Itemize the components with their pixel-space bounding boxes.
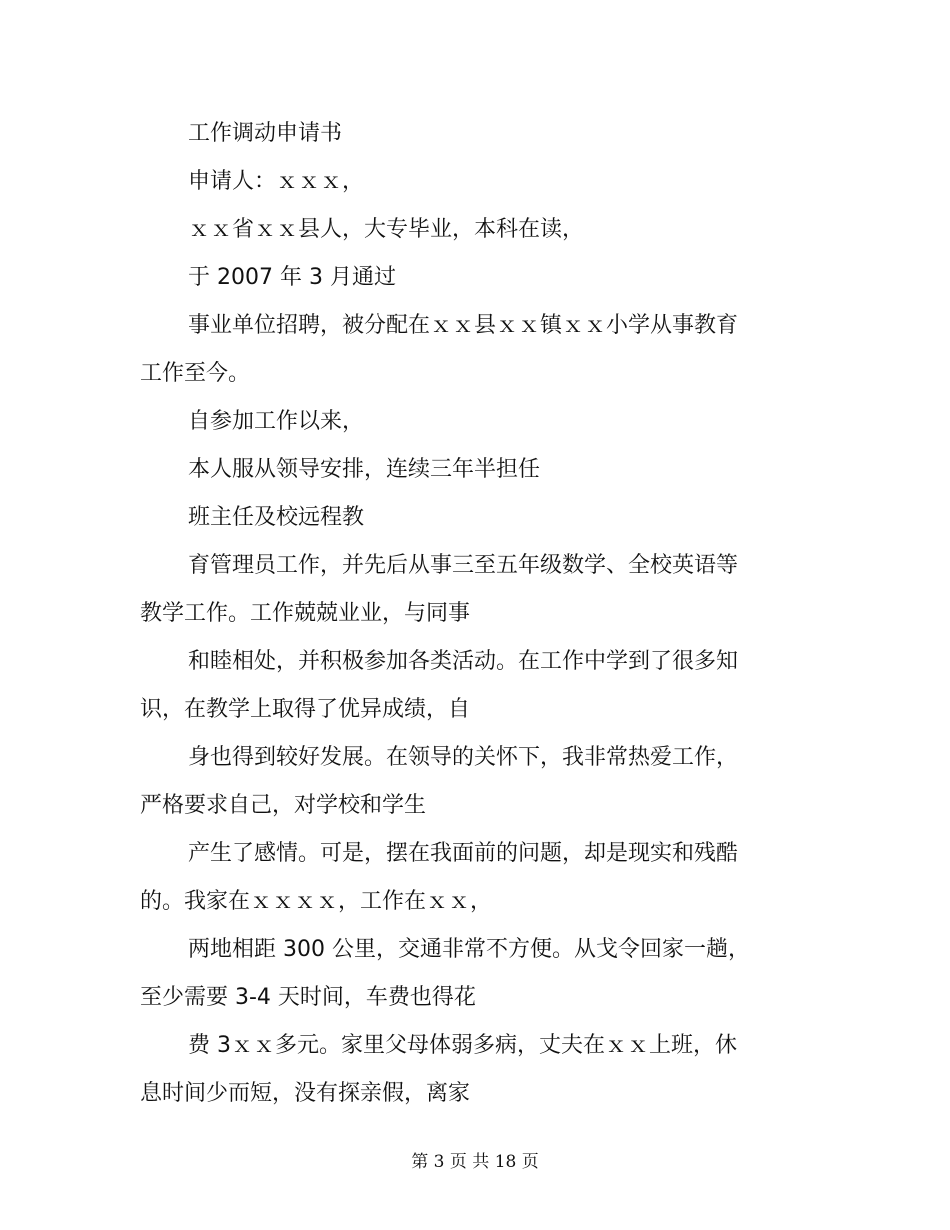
document-body bbox=[140, 110, 750, 1118]
text-line: 身也得到较好发展。在领导的关怀下，我非常热爱工作， bbox=[188, 745, 739, 770]
text-line: 息时间少而短，没有探亲假，离家 bbox=[140, 1081, 471, 1106]
text-line: 的。我家在ｘｘｘｘ，工作在ｘｘ， bbox=[140, 889, 493, 914]
text-line: 两地相距 300 公里，交通非常不方便。从戈令回家一趟， bbox=[188, 937, 750, 962]
text-line: 本人服从领导安排，连续三年半担任 bbox=[188, 457, 541, 482]
text-line: 育管理员工作，并先后从事三至五年级数学、全校英语等 bbox=[188, 553, 739, 578]
text-line: ｘｘ省ｘｘ县人，大专毕业，本科在读， bbox=[188, 217, 585, 242]
text-line: 严格要求自己，对学校和学生 bbox=[140, 793, 427, 818]
text-line: 申请人：ｘｘｘ， bbox=[188, 169, 365, 194]
text-line: 自参加工作以来， bbox=[188, 409, 365, 434]
text-line: 事业单位招聘，被分配在ｘｘ县ｘｘ镇ｘｘ小学从事教育 bbox=[188, 313, 739, 338]
text-line: 教学工作。工作兢兢业业，与同事 bbox=[140, 601, 471, 626]
text-line: 班主任及校远程教 bbox=[188, 505, 365, 530]
text-line: 工作调动申请书 bbox=[188, 121, 343, 146]
text-line: 至少需要 3-4 天时间，车费也得花 bbox=[140, 985, 476, 1010]
text-line: 于 2007 年 3 月通过 bbox=[188, 265, 396, 290]
page-footer: 第 3 页 共 18 页 bbox=[411, 1152, 539, 1172]
text-line: 和睦相处，并积极参加各类活动。在工作中学到了很多知 bbox=[188, 649, 739, 674]
text-line: 工作至今。 bbox=[140, 361, 251, 386]
text-line: 费 3ｘｘ多元。家里父母体弱多病，丈夫在ｘｘ上班，休 bbox=[188, 1033, 737, 1058]
text-line: 识，在教学上取得了优异成绩，自 bbox=[140, 697, 471, 722]
text-line: 产生了感情。可是，摆在我面前的问题，却是现实和残酷 bbox=[188, 841, 739, 866]
